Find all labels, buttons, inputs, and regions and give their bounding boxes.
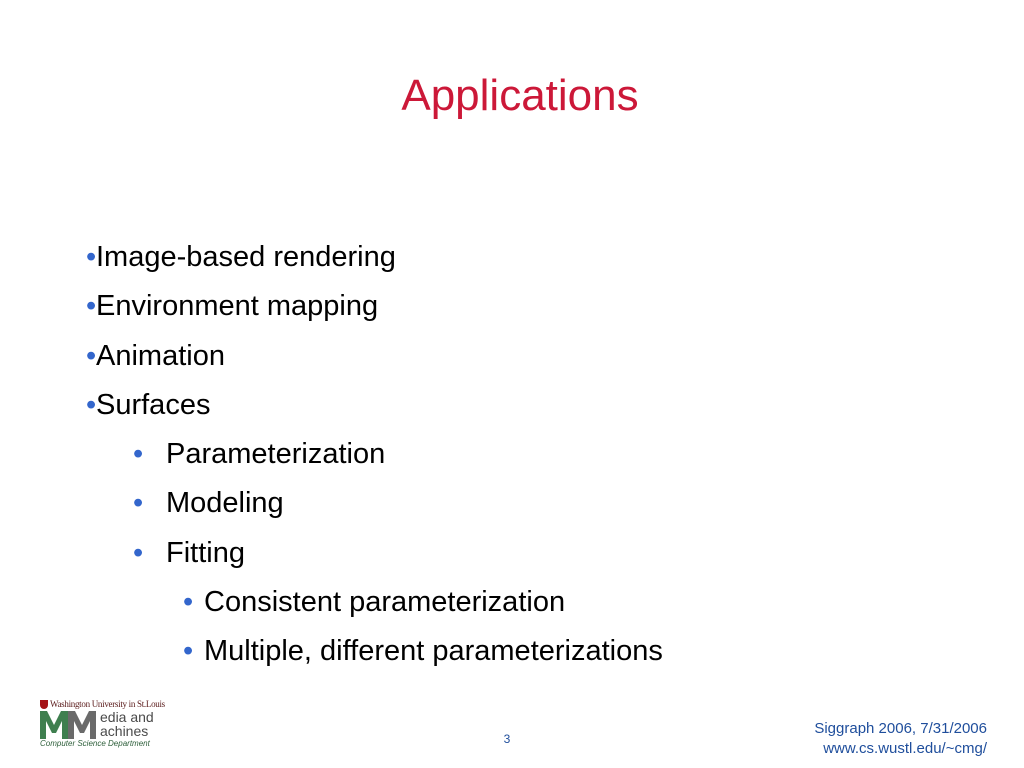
bullet-item <box>86 381 663 430</box>
conference-date: Siggraph 2006, 7/31/2006 <box>814 720 987 737</box>
bullet-text: Environment mapping <box>96 290 379 323</box>
sub-sub-bullet-item <box>86 627 663 676</box>
bullet-text: Consistent parameterization <box>204 586 566 619</box>
lab-name-line2: achines <box>100 723 149 739</box>
bullet-item <box>86 282 663 331</box>
bullet-item <box>86 233 663 282</box>
bullet-icon: • <box>133 536 144 569</box>
university-name: Washington University in St.Louis <box>50 699 165 709</box>
bullet-icon: • <box>86 388 97 421</box>
bullet-icon: • <box>86 290 97 323</box>
media-and-machines-logo <box>40 699 174 749</box>
bullet-icon: • <box>183 586 194 619</box>
sub-bullet-item <box>86 430 663 479</box>
bullet-text: Parameterization <box>166 438 386 471</box>
footer-info <box>814 719 987 759</box>
sub-sub-bullet-item <box>86 578 663 627</box>
bullet-list <box>86 233 663 677</box>
page-number: 3 <box>503 732 511 746</box>
bullet-icon: • <box>183 635 194 668</box>
department-name: Computer Science Department <box>40 739 150 748</box>
bullet-icon: • <box>133 438 144 471</box>
mm-logo-icon <box>40 711 96 739</box>
bullet-icon: • <box>86 339 97 372</box>
slide-title: Applications <box>401 71 639 120</box>
university-shield-icon <box>40 700 48 709</box>
bullet-text: Fitting <box>166 536 245 569</box>
bullet-text: Multiple, different parameterizations <box>204 635 663 668</box>
bullet-icon: • <box>86 241 97 273</box>
footer-url: www.cs.wustl.edu/~cmg/ <box>823 740 987 757</box>
bullet-item <box>86 332 663 381</box>
sub-bullet-item <box>86 479 663 528</box>
bullet-text: Surfaces <box>96 388 211 421</box>
bullet-text: Animation <box>96 339 225 372</box>
lab-name-line1: edia and <box>100 709 154 725</box>
bullet-icon: • <box>133 487 144 520</box>
sub-bullet-item <box>86 529 663 578</box>
bullet-text: Modeling <box>166 487 284 520</box>
bullet-text: Image-based rendering <box>96 241 396 273</box>
university-line <box>40 699 165 709</box>
